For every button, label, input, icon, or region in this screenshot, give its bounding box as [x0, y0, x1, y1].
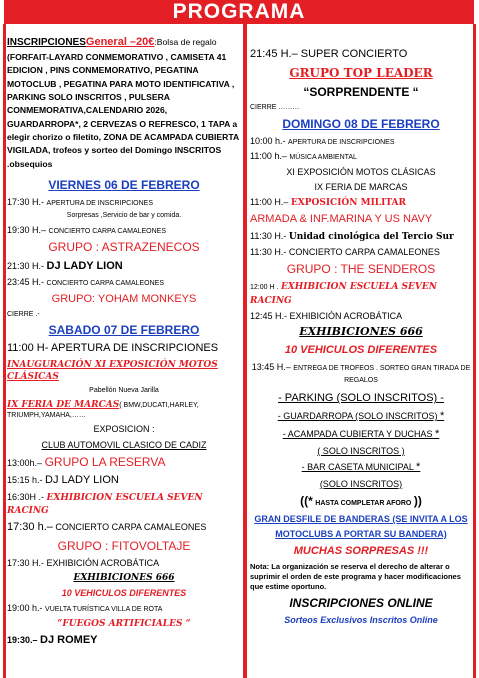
right-column — [250, 44, 472, 630]
frame-center-divider — [243, 24, 247, 678]
schedule-item — [7, 259, 241, 274]
time: 12:00 H . — [250, 284, 279, 292]
muchas-sorpresas: MUCHAS SORPRESAS !!! — [293, 545, 429, 558]
exposicion-label: EXPOSICION : — [93, 424, 155, 435]
acampada: - ACAMPADA CUBIERTA Y DUCHAS * — [282, 428, 440, 441]
time: 17:30 H.- — [7, 197, 45, 208]
vehiculos-diferentes-domingo: 10 VEHICULOS DIFERENTES — [284, 343, 438, 356]
time: 17:30 H.- — [7, 558, 45, 569]
frame-left-border — [3, 24, 6, 678]
day-viernes: VIERNES 06 DE FEBRERO — [48, 177, 200, 192]
schedule-item — [250, 280, 472, 306]
asterisk: * — [416, 461, 421, 474]
schedule-item — [250, 135, 472, 147]
parking: - PARKING (SOLO INSCRITOS) - — [278, 392, 444, 405]
time: 23:45 H.- — [7, 277, 45, 288]
schedule-item — [7, 276, 241, 288]
time: 11:00 h.– — [250, 151, 287, 162]
asterisk: * — [434, 428, 440, 441]
cierre-sabado: CIERRE ……… — [250, 104, 300, 112]
band-fitovoltaje: GRUPO : FITOVOLTAJE — [57, 538, 191, 553]
guardarropa: - GUARDARROPA (SOLO INSCRITOS) * — [277, 410, 445, 423]
event: ENTREGA DE TROFEOS . SORTEO GRAN TIRADA DE REGALOS — [293, 364, 471, 384]
sorteos-exclusivos: Sorteos Exclusivos Inscritos Online — [284, 615, 438, 626]
super-concierto: 21:45 H.– SUPER CONCIERTO — [250, 48, 408, 60]
inauguracion-exposicion: INAUGURACIÓN XI EXPOSICIÓN MOTOS CLÁSICAS — [7, 360, 218, 383]
event: Unidad cinológica del Tercio Sur — [288, 231, 454, 242]
event: CONCIERTO CARPA CAMALEONES — [46, 280, 165, 288]
inscripciones-online: INSCRIPCIONES ONLINE — [289, 596, 433, 611]
bar-caseta: - BAR CASETA MUNICIPAL * — [301, 461, 421, 474]
event: EXHIBICIÓN ACROBÁTICA — [289, 310, 403, 321]
left-column — [7, 34, 241, 651]
schedule-item — [7, 473, 241, 488]
club-automovil: CLUB AUTOMOVIL CLASICO DE CADIZ — [41, 439, 207, 450]
hasta-completar-aforo: ((* HASTA COMPLETAR AFORO )) — [300, 494, 422, 509]
schedule-item — [7, 196, 241, 208]
feria-marcas-domingo: IX FERIA DE MARCAS — [314, 181, 408, 192]
band-astrazenecos: GRUPO : ASTRAZENECOS — [48, 240, 200, 255]
inscripcion-details: (FORFAIT-LAYARD CONMEMORATIVO , CAMISETA 41 EDICION , PINS CONMEMORATIVO, PEGATINA MOTOCLUB , PEGATINA PARA MOTO IDENTIFICATIVA , PARKING SOLO INSCRITOS , PULSERA CONMEMORATIVA,CALENDARIO 2026, GUARDARROPA*, 2 CERVEZAS O REFRESCO, 1 TAPA a elegir chorizo o filetito, ZONA DE ACAMPADA CUBIERTA VIGILADA, trofeos y sorteo del Domingo INSCRITOS .obsequios — [7, 52, 239, 169]
schedule-item — [7, 491, 241, 517]
schedule-item — [250, 246, 472, 258]
time: 11:30 H.- — [250, 247, 287, 258]
time: 19:00 h.- — [7, 603, 43, 614]
schedule-item — [250, 361, 472, 386]
time: 19:30.– — [7, 635, 38, 646]
band-yoham-monkeys: GRUPO: YOHAM MONKEYS — [51, 292, 197, 305]
event: EXHIBICION ESCUELA SEVEN RACING — [250, 282, 437, 306]
day-sabado: SABADO 07 DE FEBRERO — [48, 323, 200, 338]
event: APERTURA DE INSCRIPCIONES — [46, 200, 153, 208]
inscripciones-label: INSCRIPCIONES — [7, 37, 86, 48]
event: APERTURA DE INSCRIPCIONES — [288, 138, 395, 146]
time: 12:45 H.- — [250, 310, 288, 321]
desfile-banderas: GRAN DESFILE DE BANDERAS (SE INVITA A LOS MOTOCLUBS A PORTAR SU BANDERA) — [254, 514, 468, 539]
event: DJ ROMEY — [40, 634, 98, 647]
schedule-item — [7, 602, 241, 614]
time: 13:00h.– — [7, 457, 43, 468]
fuegos-artificiales: “FUEGOS ARTIFICIALES “ — [57, 618, 191, 629]
event: CONCIERTO CARPA CAMALEONES — [55, 522, 207, 533]
nota: Nota: La organización se reserva el derecho de alterar o suprimir el orden de este programa y hacer modificaciones que estime oportuno. — [250, 561, 461, 592]
asterisk: * — [439, 410, 445, 423]
time: 13:45 H.– — [251, 361, 291, 372]
time: 11:30 H.- — [250, 230, 287, 241]
schedule-item — [250, 196, 472, 209]
exhibiciones-666-domingo: EXHIBICIONES 666 — [299, 324, 423, 338]
time: 17:30 h.– — [7, 521, 53, 534]
schedule-item — [7, 520, 241, 535]
event: GRUPO LA RESERVA — [44, 454, 166, 469]
schedule-item — [7, 454, 241, 470]
time: 10:00 h.- — [250, 135, 286, 146]
inscripcion-bolsa: :Bolsa de regalo — [154, 37, 217, 47]
exhibiciones-666: EXHIBICIONES 666 — [73, 573, 175, 584]
inscripcion-general-price: General –20€ — [85, 36, 155, 48]
time: 15:15 h.- — [7, 474, 43, 485]
event: MÚSICA AMBIENTAL — [289, 154, 357, 162]
solo-inscritos-2: (SOLO INSCRITOS) — [319, 478, 403, 489]
schedule-item — [250, 310, 472, 322]
brands: ( BMW,DUCATI,HARLEY, TRIUMPH,YAMAHA,…… — [7, 401, 199, 419]
event: EXHIBICIÓN ACROBÁTICA — [46, 558, 160, 569]
cierre-viernes: CIERRE .- — [7, 310, 40, 318]
exposicion-motos: XI EXPOSICIÓN MOTOS CLÁSICAS — [286, 166, 436, 177]
day-domingo: DOMINGO 08 DE FEBRERO — [282, 116, 440, 131]
schedule-item — [7, 633, 241, 648]
feria-marcas: IX FERIA DE MARCAS — [7, 399, 120, 410]
event: DJ LADY LION — [45, 473, 119, 486]
armada-marina: ARMADA & INF.MARINA Y US NAVY — [250, 213, 433, 226]
event: EXHIBICION ESCUELA SEVEN RACING — [7, 492, 203, 516]
time: 21:30 H.- — [7, 260, 45, 271]
schedule-item — [7, 224, 241, 236]
band-the-senderos: GRUPO : THE SENDEROS — [286, 262, 436, 277]
event: VUELTA TURÍSTICA VILLA DE ROTA — [45, 606, 163, 614]
event: CONCIERTO CARPA CAMALEONES — [288, 247, 440, 258]
sorprendente: “SORPRENDENTE “ — [303, 85, 419, 100]
program-title: PROGRAMA — [4, 0, 474, 24]
schedule-item — [250, 230, 472, 243]
event: EXPOSICIÓN MILITAR — [290, 198, 407, 208]
time: 19:30 H.– — [7, 224, 47, 235]
pabellon: Pabellón Nueva Jarilla — [89, 387, 159, 395]
schedule-item — [7, 557, 241, 569]
schedule-note: Sorpresas ,Servicio de bar y comida. — [66, 212, 182, 220]
time: 11:00 H.– — [250, 197, 289, 207]
schedule-item — [250, 150, 472, 162]
event: DJ LADY LION — [46, 259, 123, 272]
time: 16:30H .- — [7, 491, 45, 502]
frame-right-border — [473, 24, 476, 678]
band-top-leader: GRUPO TOP LEADER — [289, 65, 433, 80]
event: CONCIERTO CARPA CAMALEONES — [48, 227, 167, 235]
vehiculos-diferentes: 10 VEHICULOS DIFERENTES — [61, 588, 187, 599]
solo-inscritos-1: ( SOLO INSCRITOS ) — [317, 445, 405, 456]
schedule-item: 11:00 H- APERTURA DE INSCRIPCIONES — [7, 342, 219, 355]
